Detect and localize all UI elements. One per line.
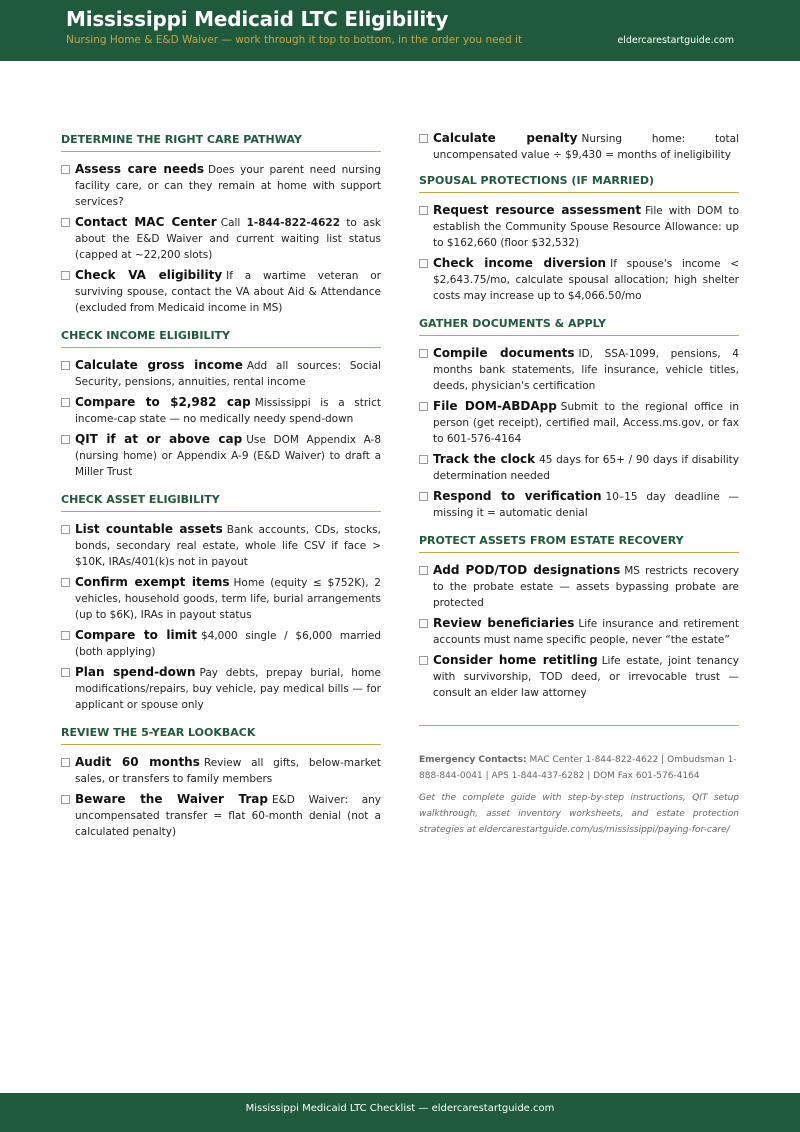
item-description: Bank accounts, CDs, stocks, bonds, secondary real estate, whole life CSV if face > $10K, IRAs/401(k)s not in payout xyxy=(75,524,381,568)
section-income-eligibility xyxy=(61,326,381,480)
checklist-item xyxy=(419,451,739,484)
emergency-contacts-label: Emergency Contacts: xyxy=(419,755,527,765)
item-description: Nursing home: total uncompensated value ÷ $9,430 = months of ineligibility xyxy=(433,133,739,161)
section-lookback xyxy=(61,723,381,840)
section-title: PROTECT ASSETS FROM ESTATE RECOVERY xyxy=(419,531,739,553)
checkbox[interactable] xyxy=(61,398,70,407)
guide-promo-text: Get the complete guide with step-by-step instructions, QIT setup walkthrough, asset inventory worksheets, and estate protection strategies at eldercarestartguide.com/us/mississippi/paying-for-care/ xyxy=(419,793,739,835)
checkbox[interactable] xyxy=(61,218,70,227)
checkbox[interactable] xyxy=(61,631,70,640)
checkbox[interactable] xyxy=(61,271,70,280)
left-column xyxy=(61,130,381,850)
checkbox[interactable] xyxy=(419,656,428,665)
footer-text: Mississippi Medicaid LTC Checklist — eldercarestartguide.com xyxy=(245,1103,555,1114)
item-description: 10–15 day deadline — missing it = automatic denial xyxy=(433,491,739,519)
checklist-item xyxy=(61,627,381,660)
item-title: Consider home retitling xyxy=(433,653,598,667)
item-description: ID, SSA-1099, pensions, 4 months bank statements, life insurance, vehicle titles, deeds, physician's certification xyxy=(433,348,739,392)
page-header xyxy=(0,0,800,61)
checkbox[interactable] xyxy=(61,165,70,174)
section-title: CHECK INCOME ELIGIBILITY xyxy=(61,326,381,348)
item-description-prefix: Call xyxy=(220,217,247,229)
item-description: Add all sources: Social Security, pensions, annuities, rental income xyxy=(75,360,381,388)
item-title: Track the clock xyxy=(433,452,536,466)
item-description: Home (equity ≤ $752K), 2 vehicles, household goods, term life, burial arrangements (up to $6K), IRAs in payout status xyxy=(75,577,381,621)
item-title: Review beneficiaries xyxy=(433,616,575,630)
checklist-item xyxy=(61,431,381,480)
checklist-item xyxy=(419,130,739,163)
checkbox[interactable] xyxy=(419,566,428,575)
checkbox[interactable] xyxy=(61,435,70,444)
page-footer xyxy=(0,1093,800,1132)
checklist-item xyxy=(419,615,739,648)
item-title: Check VA eligibility xyxy=(75,268,223,282)
checkbox[interactable] xyxy=(419,259,428,268)
checkbox[interactable] xyxy=(419,492,428,501)
item-description: Mississippi is a strict income-cap state — no medically needy spend-down xyxy=(75,397,381,425)
item-title: Calculate penalty xyxy=(433,131,578,145)
item-description: Pay debts, prepay burial, home modifications/repairs, buy vehicle, pay medical bills — for applicant or spouse only xyxy=(75,667,381,711)
header-site-url: eldercarestartguide.com xyxy=(617,35,734,46)
item-title: Contact MAC Center xyxy=(75,215,217,229)
item-title: Compile documents xyxy=(433,346,575,360)
section-title: CHECK ASSET ELIGIBILITY xyxy=(61,490,381,512)
item-title: Plan spend-down xyxy=(75,665,196,679)
item-title: Assess care needs xyxy=(75,162,204,176)
page-subtitle: Nursing Home & E&D Waiver — work through it top to bottom, in the order you need it xyxy=(66,34,523,46)
checklist-item xyxy=(419,562,739,611)
section-care-pathway xyxy=(61,130,381,316)
item-description: If a wartime veteran or surviving spouse, contact the VA about Aid & Attendance (excluded from Medicaid income in MS) xyxy=(75,270,381,314)
checklist-item xyxy=(61,267,381,316)
checkbox[interactable] xyxy=(61,361,70,370)
item-description: 45 days for 65+ / 90 days if disability determination needed xyxy=(433,454,739,482)
checkbox[interactable] xyxy=(419,402,428,411)
section-documents-apply xyxy=(419,314,739,521)
checkbox[interactable] xyxy=(419,206,428,215)
checkbox[interactable] xyxy=(419,619,428,628)
checklist-item xyxy=(419,398,739,447)
item-title: Respond to verification xyxy=(433,489,602,503)
checklist-item xyxy=(61,394,381,427)
right-column xyxy=(419,130,739,838)
checkbox[interactable] xyxy=(61,578,70,587)
checklist-item xyxy=(61,664,381,713)
emergency-contacts-text: MAC Center 1-844-822-4622 | Ombudsman 1-888-844-0041 | APS 1-844-437-6282 | DOM Fax 601-576-4164 xyxy=(419,755,737,781)
section-title: DETERMINE THE RIGHT CARE PATHWAY xyxy=(61,130,381,152)
item-title: Compare to $2,982 cap xyxy=(75,395,251,409)
item-description: Life insurance and retirement accounts must name specific people, never “the estate” xyxy=(433,618,739,646)
checkbox[interactable] xyxy=(419,455,428,464)
checklist-item xyxy=(61,161,381,210)
checklist-item xyxy=(419,488,739,521)
section-title: SPOUSAL PROTECTIONS (IF MARRIED) xyxy=(419,171,739,193)
item-title: QIT if at or above cap xyxy=(75,432,243,446)
item-title: Calculate gross income xyxy=(75,358,243,372)
item-title: Check income diversion xyxy=(433,256,607,270)
item-description: If spouse's income < $2,643.75/mo, calculate spousal allocation; high shelter costs may increase up to $4,066.50/mo xyxy=(433,258,739,302)
checklist-item xyxy=(419,255,739,304)
item-description: File with DOM to establish the Community Spouse Resource Allowance: up to $162,660 (floor $32,532) xyxy=(433,205,739,249)
section-asset-eligibility xyxy=(61,490,381,713)
item-description: Review all gifts, below-market sales, or transfers to family members xyxy=(75,757,381,785)
section-title: GATHER DOCUMENTS & APPLY xyxy=(419,314,739,336)
checklist-item xyxy=(61,754,381,787)
checklist-item xyxy=(419,202,739,251)
item-description: to ask about the E&D Waiver and current waiting list status (capped at ~22,200 slots) xyxy=(75,217,381,261)
item-description: $4,000 single / $6,000 married (both applying) xyxy=(75,630,382,658)
divider xyxy=(419,725,739,726)
item-title: File DOM-ABDApp xyxy=(433,399,557,413)
section-title: REVIEW THE 5-YEAR LOOKBACK xyxy=(61,723,381,745)
checkbox[interactable] xyxy=(61,668,70,677)
checkbox[interactable] xyxy=(419,349,428,358)
checklist-item xyxy=(61,574,381,623)
checkbox[interactable] xyxy=(61,525,70,534)
item-description: Life estate, joint tenancy with survivorship, TOD deed, or irrevocable trust — consult an elder law attorney xyxy=(433,655,739,699)
item-title: Beware the Waiver Trap xyxy=(75,792,268,806)
checklist-item xyxy=(419,652,739,701)
checkbox[interactable] xyxy=(61,795,70,804)
checkbox[interactable] xyxy=(419,134,428,143)
section-estate-recovery xyxy=(419,531,739,701)
item-description: Submit to the regional office in person (get receipt), certified mail, Access.ms.gov, or fax to 601-576-4164 xyxy=(433,401,739,445)
item-title: Request resource assessment xyxy=(433,203,642,217)
item-description: E&D Waiver: any uncompensated transfer = flat 60-month denial (not a calculated penalty) xyxy=(75,794,381,838)
item-title: Confirm exempt items xyxy=(75,575,230,589)
checklist-item xyxy=(419,345,739,394)
checklist-item xyxy=(61,521,381,570)
checkbox[interactable] xyxy=(61,758,70,767)
item-title: Add POD/TOD designations xyxy=(433,563,621,577)
item-title: List countable assets xyxy=(75,522,223,536)
item-description: Does your parent need nursing facility care, or can they remain at home with support services? xyxy=(75,164,381,208)
checklist-item xyxy=(61,357,381,390)
item-description: Use DOM Appendix A-8 (nursing home) or Appendix A-9 (E&D Waiver) to draft a Miller Trust xyxy=(75,434,381,478)
item-title: Compare to limit xyxy=(75,628,197,642)
checklist-item xyxy=(61,791,381,840)
phone-number: 1-844-822-4622 xyxy=(246,217,341,229)
emergency-contacts xyxy=(419,752,739,784)
item-title: Audit 60 months xyxy=(75,755,200,769)
item-description: MS restricts recovery to the probate estate — assets bypassing probate are protected xyxy=(433,565,739,609)
section-spousal-protections xyxy=(419,171,739,304)
page-title: Mississippi Medicaid LTC Eligibility xyxy=(66,7,449,31)
checklist-item xyxy=(61,214,381,263)
